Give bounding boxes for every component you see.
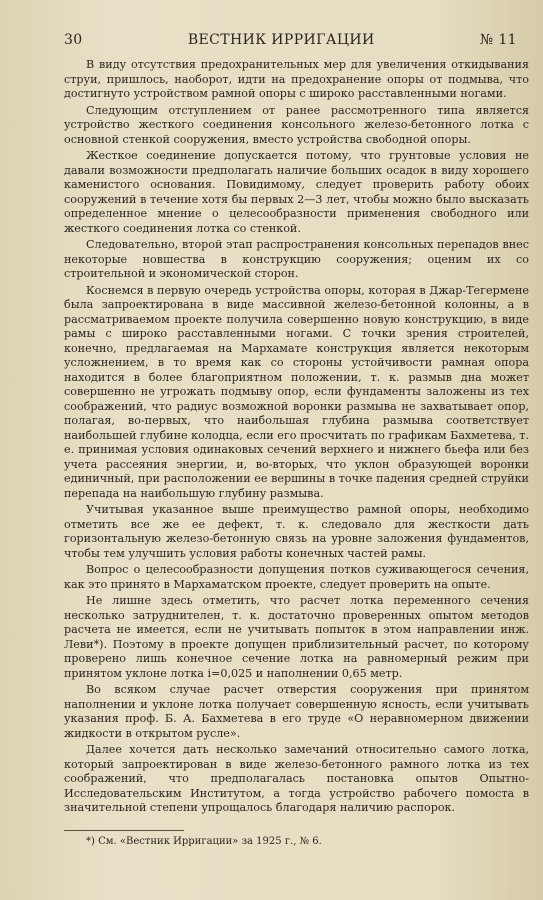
paragraph: Вопрос о целесообразности допущения потков суживающегося сечения, как это принято в Мархаматском проекте, следует проверить на опыте. [64,563,529,591]
paragraph: Не лишне здесь отметить, что расчет лотка переменного сечения несколько затруднителен, т. к. достаточно проверенных опытом методов расчета не имеется, если не учитывать попыток в этом направлении инж. Леви*). Поэтому в проекте допущен приблизительный расчет, по которому проверено лишь конечное сечение лотка на равномерный режим при принятом уклоне лотка i=0,025 и наполнении 0,65 метр. [64,594,529,680]
paragraph: В виду отсутствия предохранительных мер для увеличения откидывания струи, пришлось, наоборот, идти на предохранение опоры от подмыва, что достигнуто устройством рамной опоры с широко расставленными ногами. [64,58,529,100]
paragraph: Следовательно, второй этап распространения консольных перепадов внес некоторые новшества в конструкцию сооружения; оценим их со строительной и экономической сторон. [64,238,529,280]
journal-title: ВЕСТНИК ИРРИГАЦИИ [187,32,375,48]
page-number: 30 [64,32,83,48]
article-body [64,58,529,816]
page-header [64,32,529,48]
footnote-divider [64,830,184,831]
footnote: *) См. «Вестник Ирригации» за 1925 г., № 6. [86,835,322,847]
paragraph: Учитывая указанное выше преимущество рамной опоры, необходимо отметить все же ее дефект, т. к. следовало для жесткости дать горизонтальную железо-бетонную связь на уровне заложения фундаментов, чтобы тем улучшить условия работы конечных частей рамы. [64,503,529,560]
paragraph: Жесткое соединение допускается потому, что грунтовые условия не давали возможности предполагать наличие больших осадок в виду хорошего каменистого основания. Повидимому, следует проверить работу обоих сооружений в течение хотя бы первых 2—3 лет, чтобы можно было высказать определенное мнение о целесообразности применения свободного или жесткого соединения лотка со стенкой. [64,149,529,235]
paragraph: Следующим отступлением от ранее рассмотренного типа является устройство жесткого соединения консольного железо-бетонного лотка с основной стенкой сооружения, вместо устройства свободной опоры. [64,103,529,146]
issue-number: № 11 [479,32,517,48]
paragraph: Далее хочется дать несколько замечаний относительно самого лотка, который запроектирован в виде железо-бетонного рамного лотка из тех соображений, что предполагалась постановка опытов Опытно-Исследовательским Институтом, а тогда устройство рабочего помоста в значительной степени упрощалось благодаря наличию распорок. [64,743,529,814]
paragraph: Коснемся в первую очередь устройства опоры, которая в Джар-Тегермене была запроектирована в виде массивной железо-бетонной колонны, а в рассматриваемом проекте получила совершенно новую конструкцию, в виде рамы с широко расставленными ногами. С точки зрения строителей, конечно, предлагаемая на Мархамате конструкция является некоторым усложнением, в то время как со стороны устойчивости рамная опора находится в более благоприятном положении, т. к. размыв дна может совершенно не угрожать подмыву опор, если фундаменты заложены из тех соображений, что радиус возможной воронки размыва не захватывает опор, полагая, во-первых, что наибольшая глубина размыва соответствует наибольшей глубине колодца, если его просчитать по графикам Бахметева, т. е. принимая условия одинаковых сечений верхнего и нижнего бьефа или без учета рассеяния энергии, и, во-вторых, что уклон образующей воронки единичный, при расположении ее вершины в точке падения средней струйки перепада на наибольшую глубину размыва. [64,283,529,500]
paragraph: Во всяком случае расчет отверстия сооружения при принятом наполнении и уклоне лотка получает совершенную ясность, если учитывать указания проф. Б. А. Бахметева в его труде «О неравномерном движении жидкости в открытом русле». [64,683,529,740]
